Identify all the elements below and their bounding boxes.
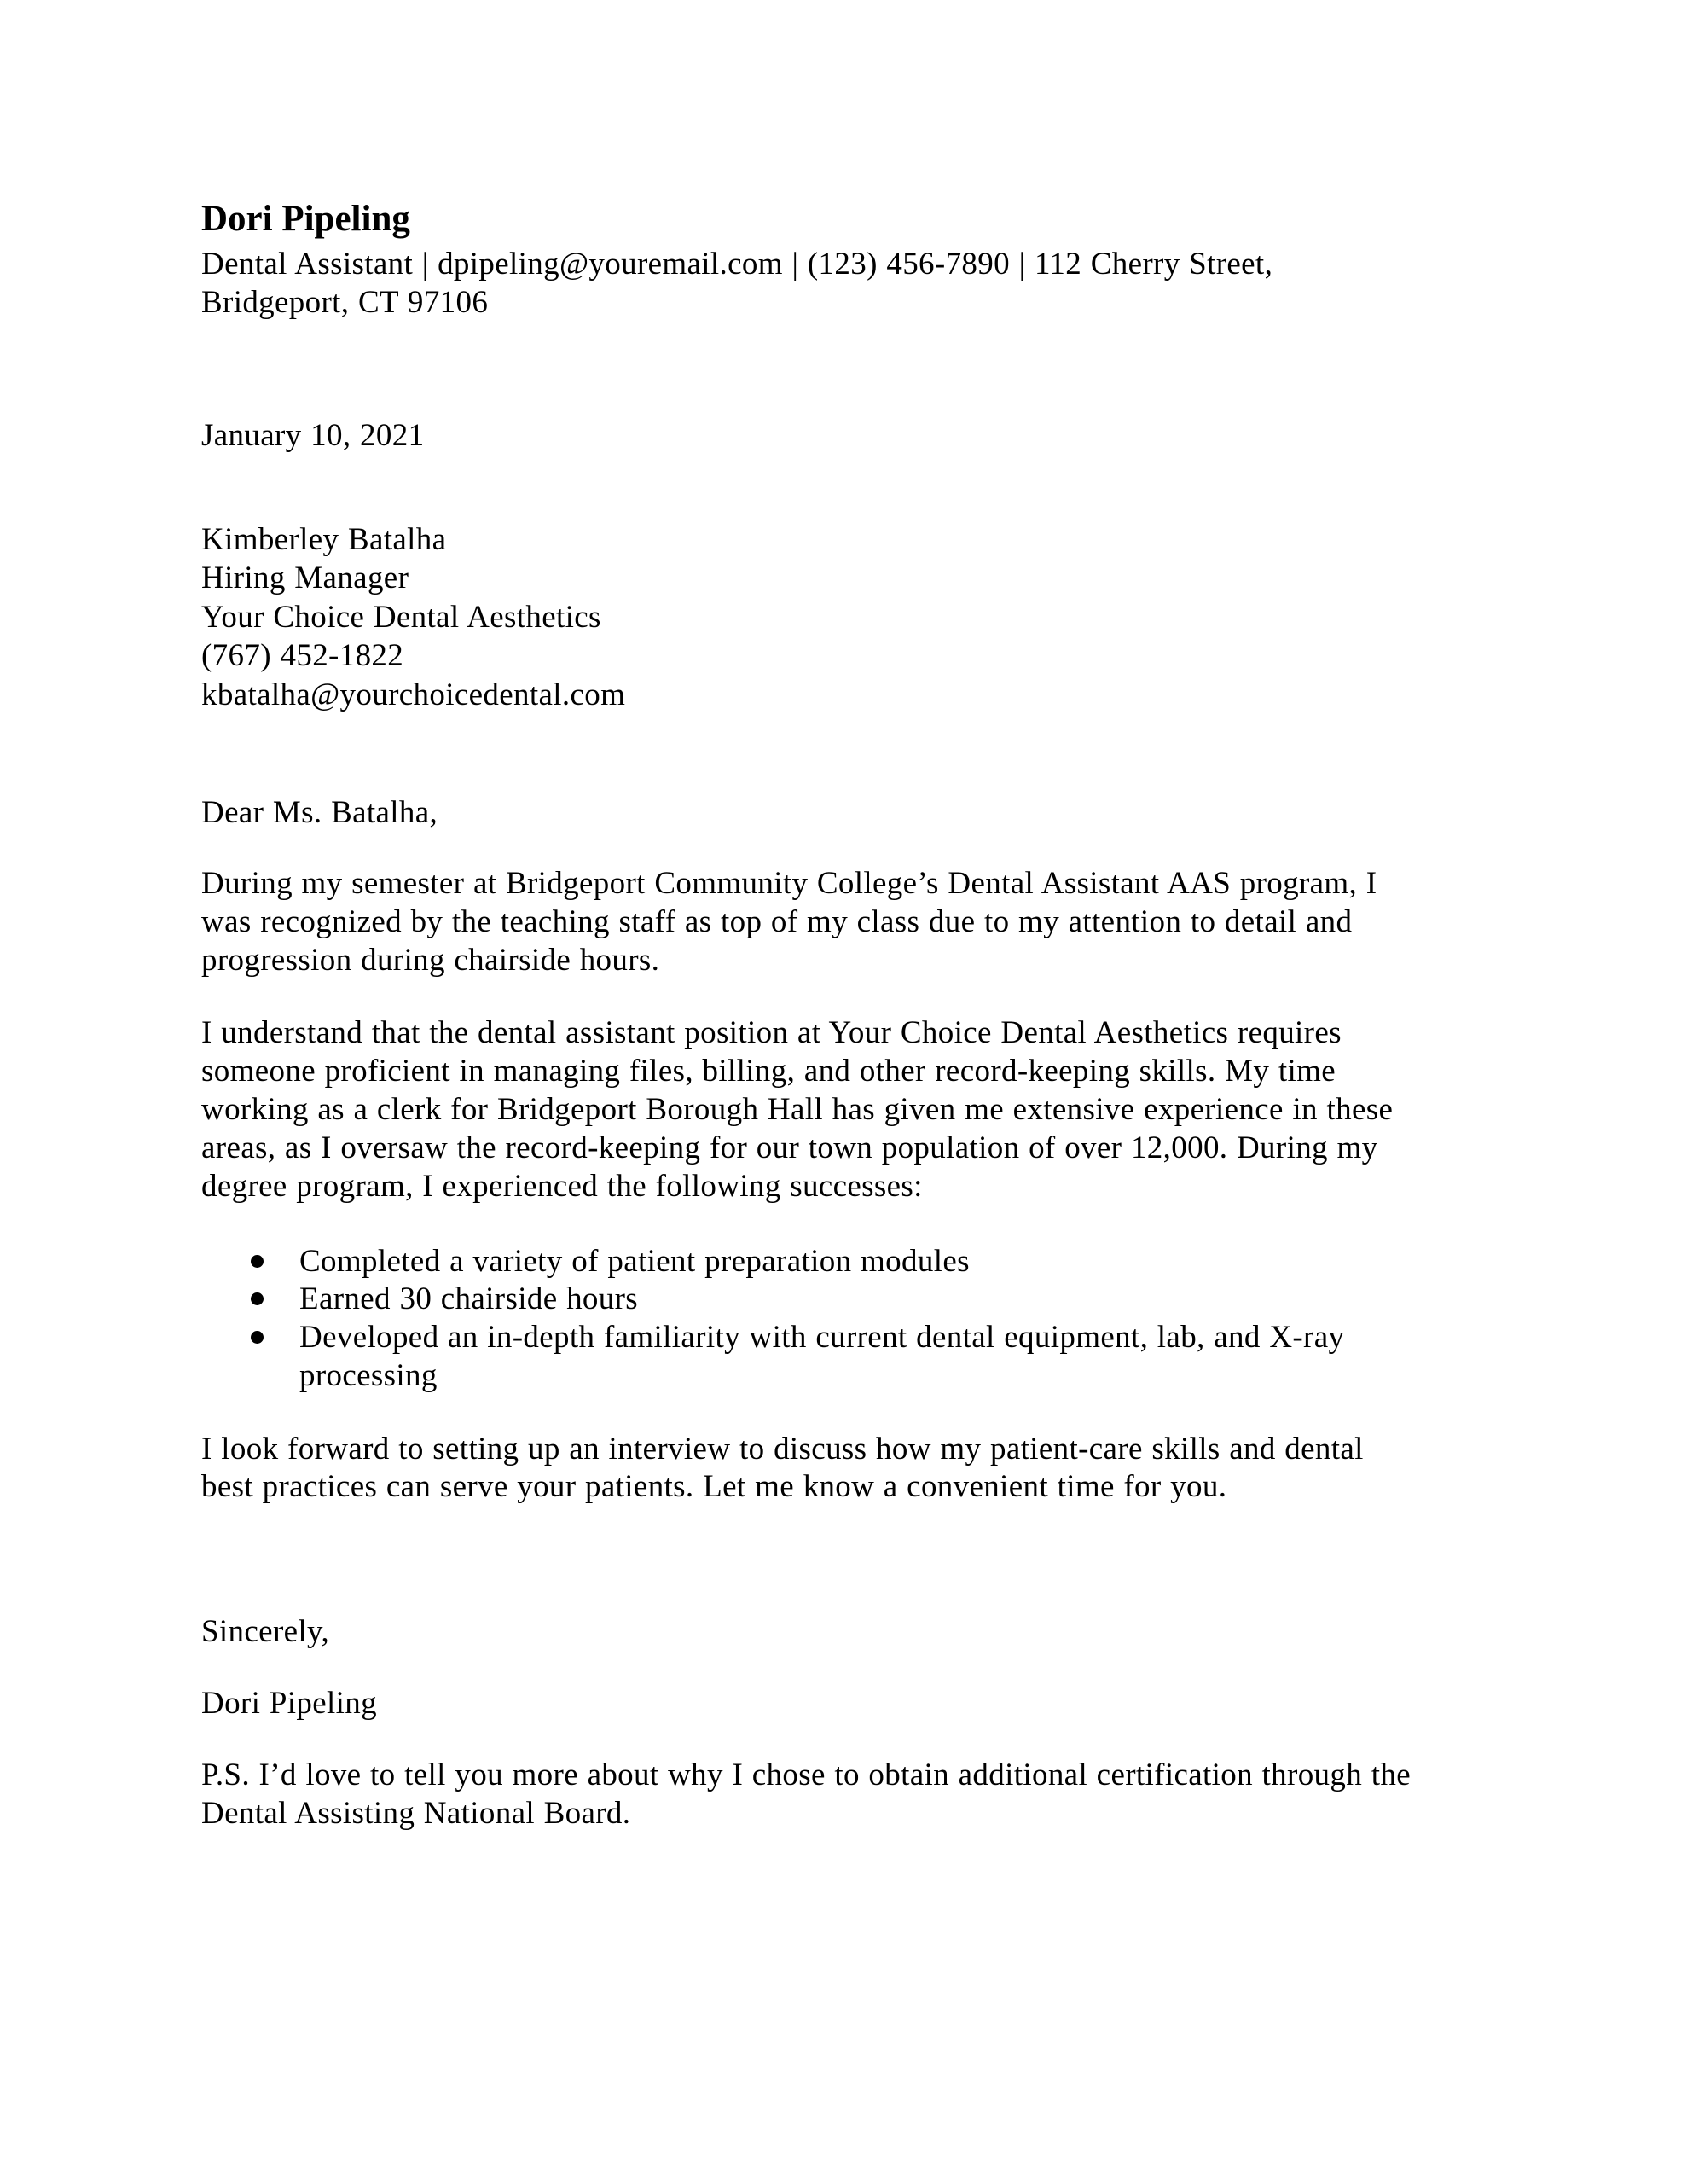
recipient-title: Hiring Manager <box>201 561 409 595</box>
signature: Dori Pipeling <box>201 1686 377 1721</box>
paragraph-line: areas, as I oversaw the record-keeping for our town population of over 12,000. During my <box>201 1130 1378 1165</box>
recipient-email: kbatalha@yourchoicedental.com <box>201 677 626 712</box>
paragraph-line: progression during chairside hours. <box>201 943 660 978</box>
recipient-phone: (767) 452-1822 <box>201 638 404 673</box>
paragraph-line: was recognized by the teaching staff as top of my class due to my attention to detail and <box>201 904 1353 939</box>
closing: Sincerely, <box>201 1614 330 1649</box>
bullet-icon <box>251 1255 264 1268</box>
list-item-text: processing <box>299 1358 438 1393</box>
paragraph-line: someone proficient in managing files, billing, and other record-keeping skills. My time <box>201 1054 1336 1089</box>
bullet-icon <box>251 1331 264 1344</box>
postscript-line: P.S. I’d love to tell you more about why I chose to obtain additional certification through the <box>201 1757 1411 1792</box>
paragraph-line: degree program, I experienced the following successes: <box>201 1169 923 1204</box>
list-item-text: Completed a variety of patient preparation modules <box>299 1244 970 1279</box>
postscript-line: Dental Assisting National Board. <box>201 1796 631 1831</box>
paragraph-line: best practices can serve your patients. Let me know a convenient time for you. <box>201 1469 1227 1504</box>
sender-contact-line-1: Dental Assistant | dpipeling@youremail.com | (123) 456-7890 | 112 Cherry Street, <box>201 247 1273 282</box>
letter-date: January 10, 2021 <box>201 418 425 453</box>
paragraph-line: working as a clerk for Bridgeport Borough Hall has given me extensive experience in these <box>201 1092 1394 1127</box>
sender-contact-line-2: Bridgeport, CT 97106 <box>201 285 489 320</box>
list-item-text: Developed an in-depth familiarity with current dental equipment, lab, and X-ray <box>299 1320 1345 1355</box>
list-item-text: Earned 30 chairside hours <box>299 1281 639 1316</box>
recipient-company: Your Choice Dental Aesthetics <box>201 600 601 635</box>
paragraph-line: I look forward to setting up an interview to discuss how my patient-care skills and dental <box>201 1432 1364 1467</box>
paragraph-line: During my semester at Bridgeport Community College’s Dental Assistant AAS program, I <box>201 866 1377 901</box>
bullet-icon <box>251 1292 264 1305</box>
paragraph-line: I understand that the dental assistant position at Your Choice Dental Aesthetics requires <box>201 1015 1342 1050</box>
salutation: Dear Ms. Batalha, <box>201 795 438 830</box>
sender-name: Dori Pipeling <box>201 199 410 239</box>
recipient-name: Kimberley Batalha <box>201 522 447 557</box>
